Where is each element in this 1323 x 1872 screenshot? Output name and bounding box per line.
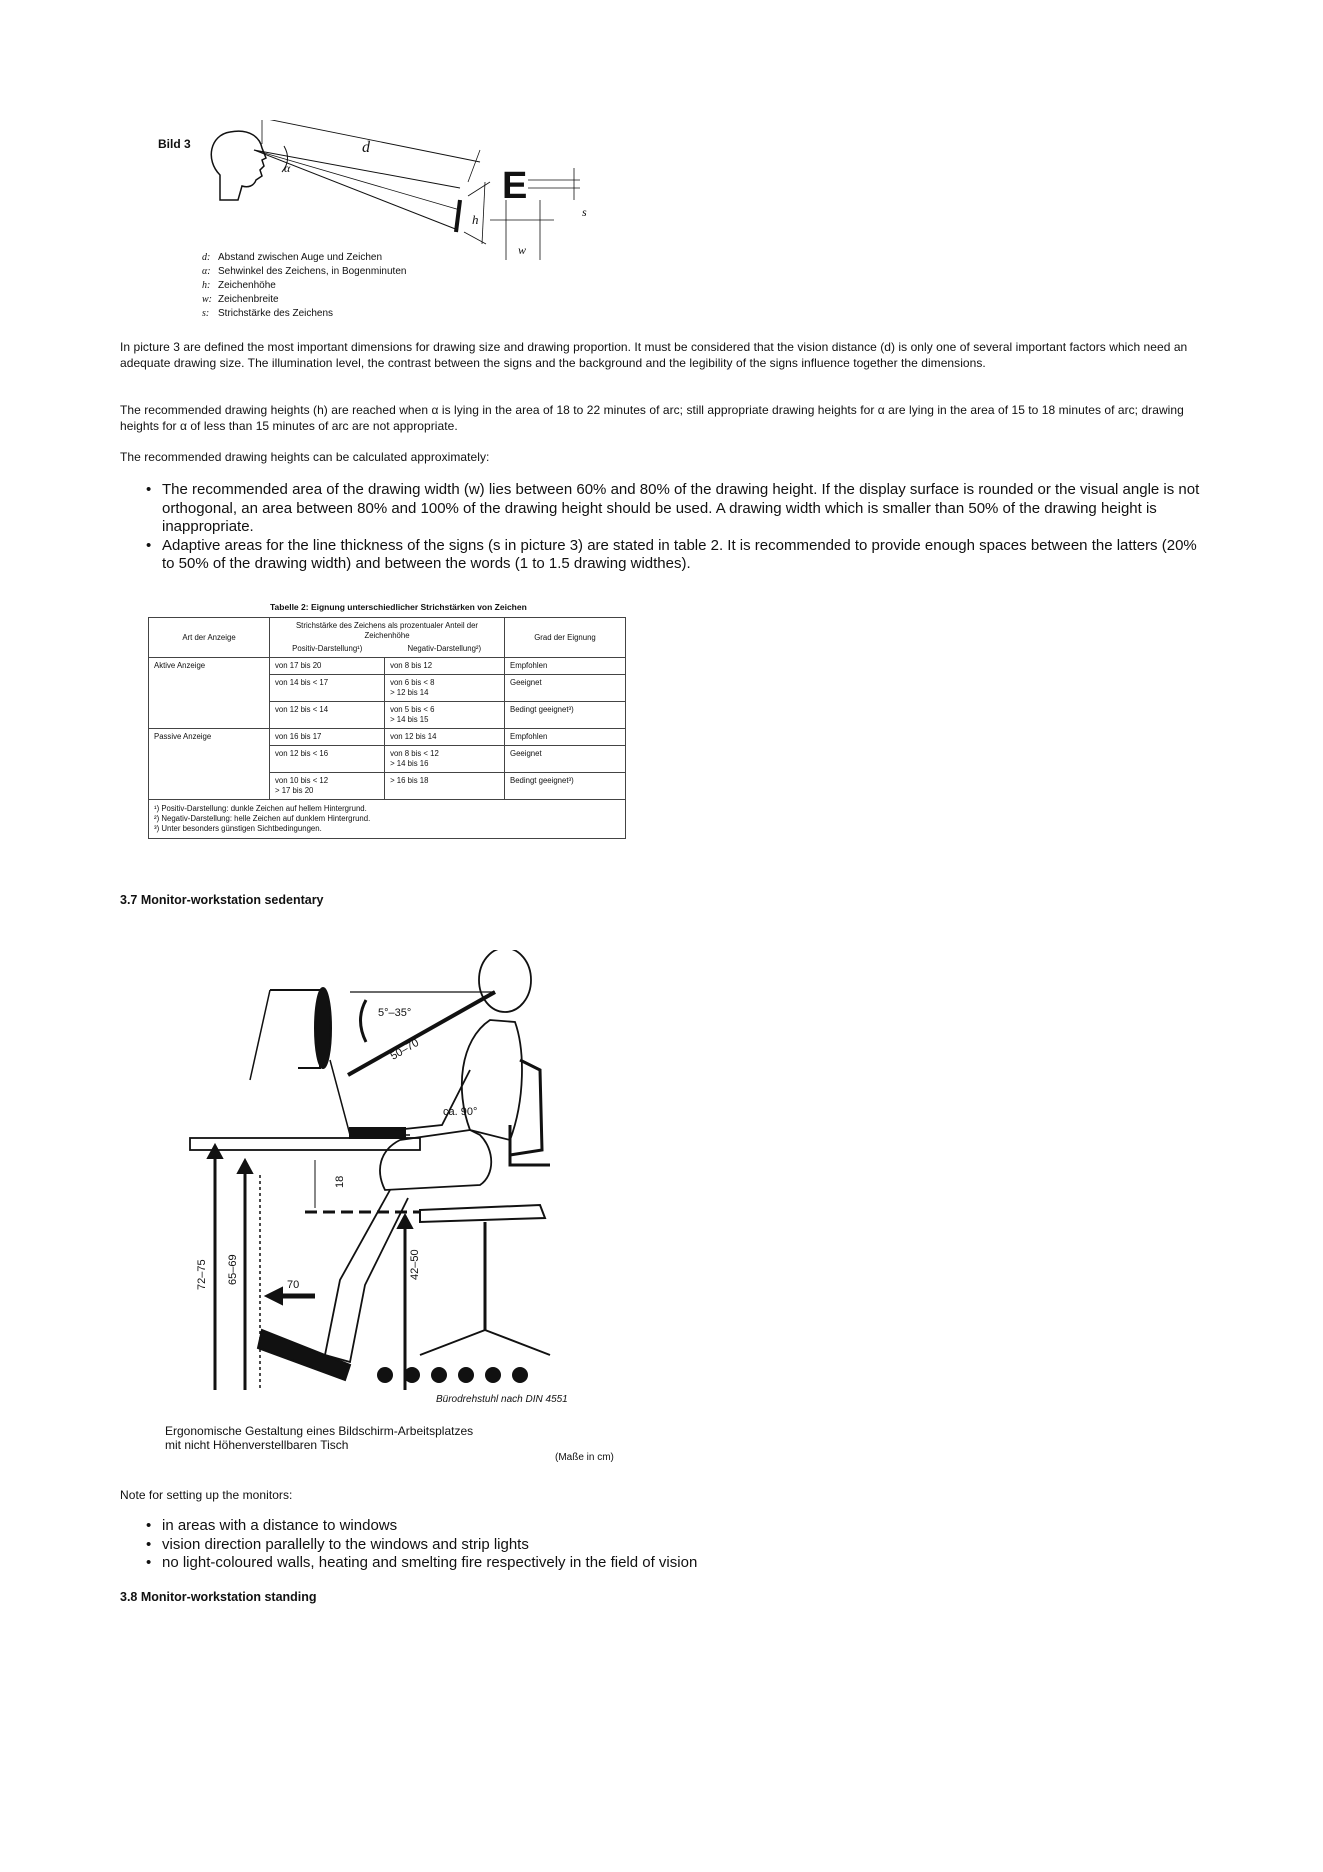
- cell: von 10 bis < 12 > 17 bis 20: [270, 773, 385, 800]
- legend-item: w: Zeichenbreite: [202, 294, 279, 305]
- d-dimension-line: [262, 120, 480, 162]
- table-height-label-1: 72–75: [196, 1259, 208, 1290]
- visual-angle-diagram: [150, 120, 590, 260]
- legend-item: d: Abstand zwischen Auge und Zeichen: [202, 252, 382, 263]
- figure1-legend: [202, 251, 406, 321]
- d-label: d: [362, 139, 370, 156]
- table-row: [149, 729, 626, 746]
- cell: Geeignet: [505, 746, 626, 773]
- monitor-screen: [315, 988, 331, 1068]
- table-row: [149, 658, 626, 675]
- footnote: ¹) Positiv-Darstellung: dunkle Zeichen auf hellem Hintergrund.: [154, 804, 367, 813]
- monitor-note: Note for setting up the monitors:: [120, 1488, 293, 1502]
- header-negative: Negativ-Darstellung²): [385, 641, 505, 658]
- cell: Empfohlen: [505, 729, 626, 746]
- letter-e: E: [502, 165, 528, 207]
- header-group: Strichstärke des Zeichens als prozentualer Anteil der Zeichenhöhe: [270, 618, 505, 642]
- alpha-label: α: [284, 161, 291, 175]
- person-leg: [325, 1190, 408, 1362]
- bullet-list-monitors: [146, 1517, 1206, 1573]
- w-label: w: [518, 243, 527, 257]
- sight-line-mid: [254, 150, 460, 210]
- cell: von 8 bis 12: [385, 658, 505, 675]
- foot-label: 70: [287, 1279, 300, 1291]
- chair-label: Bürodrehstuhl nach DIN 4551: [436, 1394, 568, 1405]
- paragraph-calc: The recommended drawing heights can be calculated approximately:: [120, 450, 490, 464]
- units-note: (Maße in cm): [555, 1452, 614, 1463]
- table-height-label-2: 65–69: [227, 1254, 239, 1285]
- figure-workstation: [180, 950, 630, 1410]
- knee-gap-label: 18: [334, 1175, 346, 1188]
- legend-item: s: Strichstärke des Zeichens: [202, 308, 334, 319]
- list-item: • vision direction parallelly to the windows and strip lights: [146, 1536, 1206, 1555]
- table-stroke-widths: [148, 617, 626, 839]
- angle-label: 5°–35°: [378, 1007, 412, 1019]
- sight-line: [348, 992, 495, 1075]
- figure-visual-angle: [150, 120, 590, 260]
- cell: Geeignet: [505, 675, 626, 702]
- cell: von 14 bis < 17: [270, 675, 385, 702]
- footnote: ²) Negativ-Darstellung: helle Zeichen auf dunklem Hintergrund.: [154, 814, 371, 823]
- cell: von 5 bis < 6 > 14 bis 15: [385, 702, 505, 729]
- legend-item: h: Zeichenhöhe: [202, 280, 276, 291]
- distance-label: 50–70: [388, 1036, 421, 1063]
- elbow-label: ca. 90°: [443, 1106, 478, 1118]
- h-label: h: [472, 212, 479, 227]
- figure2-caption: [165, 1424, 473, 1452]
- header-positive: Positiv-Darstellung¹): [270, 641, 385, 658]
- cell: von 12 bis < 14: [270, 702, 385, 729]
- cell: von 17 bis 20: [270, 658, 385, 675]
- cell: von 16 bis 17: [270, 729, 385, 746]
- cell: Empfohlen: [505, 658, 626, 675]
- head-outline: [211, 131, 266, 200]
- sign-bar: [456, 200, 460, 232]
- cell: von 12 bis 14: [385, 729, 505, 746]
- cell: von 12 bis < 16: [270, 746, 385, 773]
- table2-title: Tabelle 2: Eignung unterschiedlicher Strichstärken von Zeichen: [270, 602, 527, 612]
- cell-passive: Passive Anzeige: [149, 729, 270, 800]
- cell: Bedingt geeignet³): [505, 773, 626, 800]
- header-grade: Grad der Eignung: [505, 618, 626, 658]
- table-footnotes: [149, 800, 626, 839]
- seat-height-label: 42–50: [409, 1249, 421, 1280]
- person-torso: [462, 1020, 522, 1140]
- header-type: Art der Anzeige: [149, 618, 270, 658]
- cell: Bedingt geeignet³): [505, 702, 626, 729]
- monitor-back: [270, 990, 320, 1068]
- cell: von 8 bis < 12 > 14 bis 16: [385, 746, 505, 773]
- workstation-diagram: [180, 950, 630, 1410]
- list-item: • in areas with a distance to windows: [146, 1517, 1206, 1536]
- list-item: • Adaptive areas for the line thickness of the signs (s in picture 3) are stated in table 2. It is recommended to provide enough spaces between the latters (20% to 50% of the drawing width) and between the words (1 to 1.5 drawing widthes).: [146, 537, 1206, 574]
- caption-line: Ergonomische Gestaltung eines Bildschirm-Arbeitsplatzes: [165, 1424, 474, 1438]
- paragraph-dimensions: In picture 3 are defined the most important dimensions for drawing size and drawing proportion. It must be considered that the vision distance (d) is only one of several important factors which need an adequate drawing size. The illumination level, the contrast between the signs and the background and the legibility of the signs influence together the dimensions.: [120, 340, 1188, 370]
- bullet-list-drawing: [146, 481, 1206, 574]
- paragraph-heights: The recommended drawing heights (h) are reached when α is lying in the area of 18 to 22 minutes of arc; still appropriate drawing heights for α are lying in the area of 15 to 18 minutes of arc; drawing heights for α of less than 15 minutes of arc are not appropriate.: [120, 403, 1184, 433]
- desk-top: [190, 1138, 420, 1150]
- footnote: ³) Unter besonders günstigen Sichtbedingungen.: [154, 824, 322, 833]
- section-heading-3-8: 3.8 Monitor-workstation standing: [120, 1590, 317, 1604]
- person-head: [479, 950, 531, 1012]
- cell-active: Aktive Anzeige: [149, 658, 270, 729]
- cell: > 16 bis 18: [385, 773, 505, 800]
- caption-line: mit nicht Höhenverstellbaren Tisch: [165, 1438, 349, 1452]
- s-label: s: [582, 205, 587, 219]
- list-item: • The recommended area of the drawing width (w) lies between 60% and 80% of the drawing height. If the display surface is rounded or the visual angle is not orthogonal, an area between 80% and 100% of the drawing height should be used. A drawing width which is smaller than 50% of the drawing height is inappropriate.: [146, 481, 1206, 537]
- list-item: • no light-coloured walls, heating and smelting fire respectively in the field of vision: [146, 1554, 1206, 1573]
- figure1-label: Bild 3: [158, 137, 191, 151]
- cell: von 6 bis < 8 > 12 bis 14: [385, 675, 505, 702]
- section-heading-3-7: 3.7 Monitor-workstation sedentary: [120, 893, 324, 907]
- legend-item: α: Sehwinkel des Zeichens, in Bogenminuten: [202, 266, 407, 277]
